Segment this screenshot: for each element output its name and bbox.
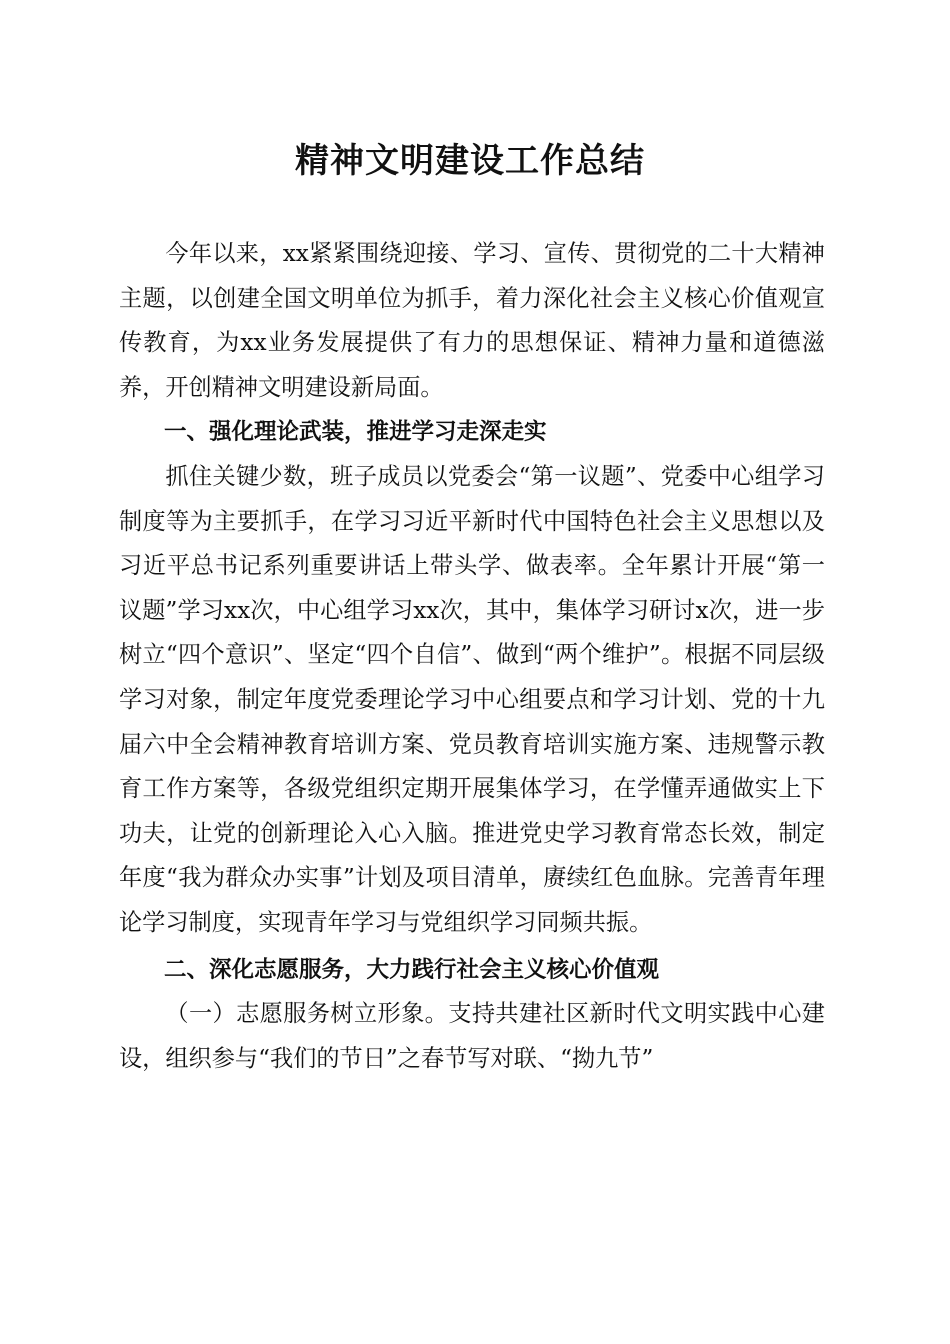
section-2-paragraph: （一）志愿服务树立形象。支持共建社区新时代文明实践中心建设，组织参与“我们的节日”之春节写对联、“拗九节” [119,1000,825,1072]
section-heading-1: 一、强化理论武装，推进学习走深走实 [164,419,547,446]
section-1-paragraph: 抓住关键少数，班子成员以党委会“第一议题”、党委中心组学习制度等为主要抓手，在学习习近平新时代中国特色社会主义思想以及习近平总书记系列重要讲话上带头学、做表率。全年累计开展“第一议题”学习xx次，中心组学习xx次，其中，集体学习研讨x次，进一步树立“四个意识”、坚定“四个自信”、做到“两个维护”。根据不同层级学习对象，制定年度党委理论学习中心组要点和学习计划、党的十九届六中全会精神教育培训方案、党员教育培训实施方案、违规警示教育工作方案等，各级党组织定期开展集体学习，在学懂弄通做实上下功夫，让党的创新理论入心入脑。推进党史学习教育常态长效，制定年度“我为群众办实事”计划及项目清单，赓续红色血脉。完善青年理论学习制度，实现青年学习与党组织学习同频共振。 [119,462,825,936]
document-title: 精神文明建设工作总结 [295,141,645,181]
section-heading-2: 二、深化志愿服务，大力践行社会主义核心价值观 [164,956,660,983]
document-body [119,232,825,1081]
intro-paragraph: 今年以来，xx紧紧围绕迎接、学习、宣传、贯彻党的二十大精神主题，以创建全国文明单位为抓手，着力深化社会主义核心价值观宣传教育，为xx业务发展提供了有力的思想保证、精神力量和道德滋养，开创精神文明建设新局面。 [119,240,825,401]
